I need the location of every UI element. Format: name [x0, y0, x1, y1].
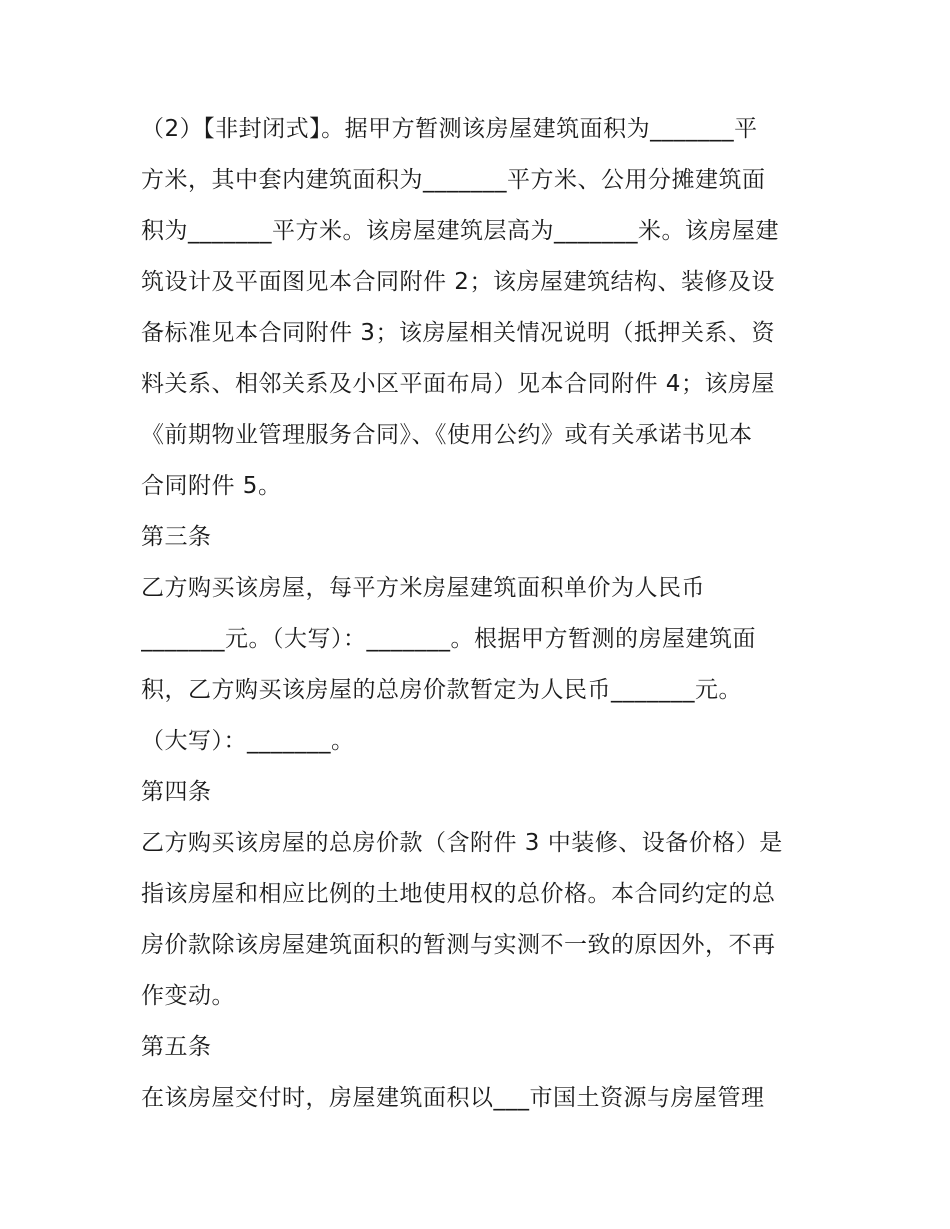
text-line: 料关系、相邻关系及小区平面布局）见本合同附件 4；该房屋 [141, 371, 775, 397]
text-line: 积为_______平方米。该房屋建筑层高为_______米。该房屋建 [141, 218, 779, 244]
text-line: 备标准见本合同附件 3；该房屋相关情况说明（抵押关系、资 [141, 320, 775, 346]
text-line: （2）【非封闭式】。据甲方暂测该房屋建筑面积为_______平 [141, 116, 758, 142]
article-heading: 第三条 [141, 524, 212, 550]
text-line: 乙方购买该房屋的总房价款（含附件 3 中装修、设备价格）是 [141, 830, 783, 856]
text-line: 房价款除该房屋建筑面积的暂测与实测不一致的原因外，不再 [141, 932, 776, 958]
article-heading: 第五条 [141, 1034, 212, 1060]
text-line: _______元。（大写）：_______。根据甲方暂测的房屋建筑面 [141, 626, 756, 652]
text-line: 作变动。 [141, 983, 235, 1009]
contract-text [141, 104, 813, 1124]
text-line: 筑设计及平面图见本合同附件 2；该房屋建筑结构、装修及设 [141, 269, 775, 295]
text-line: （大写）：_______。 [141, 728, 355, 754]
text-line: 《前期物业管理服务合同》、《使用公约》或有关承诺书见本 [141, 422, 753, 448]
article-heading: 第四条 [141, 779, 212, 805]
text-line: 指该房屋和相应比例的土地使用权的总价格。本合同约定的总 [141, 881, 776, 907]
text-line: 积，乙方购买该房屋的总房价款暂定为人民币_______元。 [141, 677, 742, 703]
text-line: 乙方购买该房屋，每平方米房屋建筑面积单价为人民币 [141, 575, 705, 601]
text-line: 方米，其中套内建筑面积为_______平方米、公用分摊建筑面 [141, 167, 766, 193]
text-line: 在该房屋交付时，房屋建筑面积以___市国土资源与房屋管理 [141, 1085, 765, 1111]
text-line: 合同附件 5。 [141, 473, 282, 499]
